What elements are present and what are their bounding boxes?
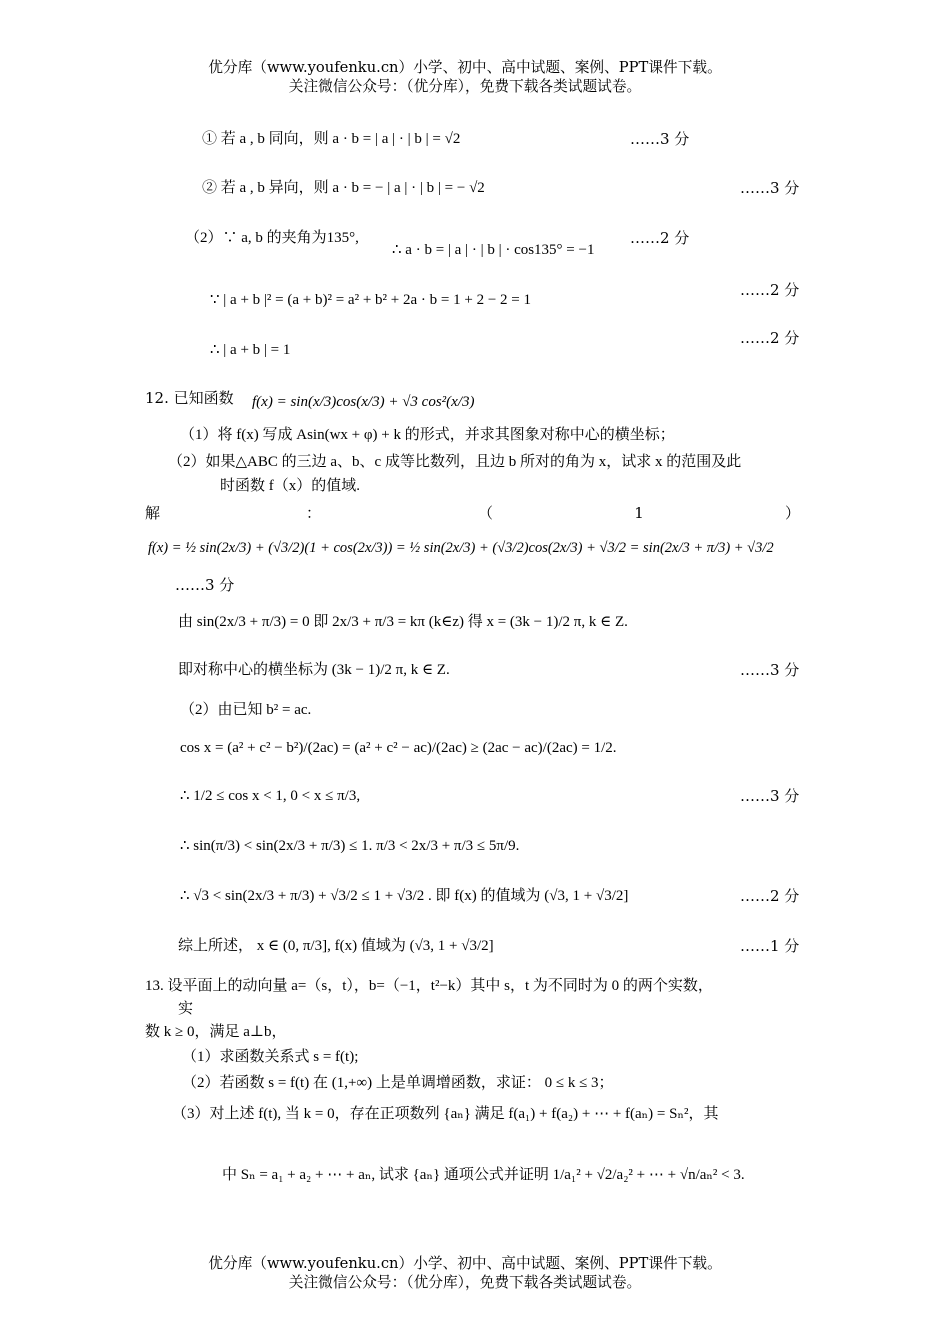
- q11-score-1: ……3 分: [630, 130, 690, 148]
- q12-part-1: （1）将 f(x) 写成 Asin(wx + φ) + k 的形式，并求其图象对称中心的横坐标；: [180, 427, 675, 443]
- q12-part-2-solution: （2）由已知 b² = ac.: [180, 702, 312, 718]
- q12-conclusion: 综上所述， x ∈ (0, π/3], f(x) 值域为 (√3, 1 + √3/2]: [178, 938, 494, 954]
- q11-score-3: ……2 分: [630, 229, 690, 247]
- q12-score-e: ……1 分: [740, 937, 800, 955]
- q11-line-2: ② 若 a , b 异向，则 a · b = − | a | · | b | = − √2: [202, 180, 485, 196]
- q11-line-5: ∴ | a + b | = 1: [210, 342, 291, 358]
- q13-part-3: （3）对上述 f(t), 当 k = 0，存在正项数列 {aₙ} 满足 f(a₁) + f(a₂) + ⋯ + f(aₙ) = Sₙ²，其: [172, 1106, 719, 1122]
- q12-range-1: ∴ 1/2 ≤ cos x < 1, 0 < x ≤ π/3,: [180, 788, 361, 804]
- q12-score-d: ……2 分: [740, 887, 800, 905]
- q12-score-a: ……3 分: [175, 576, 235, 594]
- q11-line-1: ① 若 a , b 同向，则 a · b = | a | · | b | = √2: [202, 131, 461, 147]
- q12-symmetry-2: 即对称中心的横坐标为 (3k − 1)/2 π, k ∈ Z.: [178, 662, 450, 678]
- q12-symmetry: 由 sin(2x/3 + π/3) = 0 即 2x/3 + π/3 = kπ (k∈z) 得 x = (3k − 1)/2 π, k ∈ Z.: [178, 614, 628, 630]
- q12-solution-colon: ：: [306, 504, 322, 522]
- footer-line-2: 关注微信公众号：（优分库），免费下载各类试题试卷。: [288, 1273, 642, 1291]
- q12-range-2: ∴ sin(π/3) < sin(2x/3 + π/3) ≤ 1. π/3 < 2x/3 + π/3 ≤ 5π/9.: [180, 838, 520, 854]
- q12-title-formula: f(x) = sin(x/3)cos(x/3) + √3 cos²(x/3): [252, 394, 475, 410]
- q11-score-2: ……3 分: [740, 179, 800, 197]
- q12-f-expansion: f(x) = ½ sin(2x/3) + (√3/2)(1 + cos(2x/3)) = ½ sin(2x/3) + (√3/2)cos(2x/3) + √3/2 = sin(2x/3 + π/3) + √3/2: [148, 540, 774, 556]
- q13-line-1b: 实: [178, 999, 194, 1017]
- q13-part-1: （1）求函数关系式 s = f(t);: [182, 1049, 359, 1065]
- q11-line-3b: ∴ a · b = | a | · | b | · cos135° = −1: [392, 242, 595, 258]
- q12-score-c: ……3 分: [740, 787, 800, 805]
- q13-part-2: （2）若函数 s = f(t) 在 (1,+∞) 上是单调增函数，求证： 0 ≤ k ≤ 3；: [182, 1075, 614, 1091]
- q12-title-prefix: 12. 已知函数: [145, 389, 234, 407]
- q13-line-2: 数 k ≥ 0，满足 a⊥b，: [145, 1024, 287, 1040]
- q13-part-3b: 中 Sₙ = a₁ + a₂ + ⋯ + aₙ, 试求 {aₙ} 通项公式并证明 1/a₁² + √2/a₂² + ⋯ + √n/aₙ² < 3.: [222, 1167, 745, 1183]
- q12-part-2a: （2）如果△ABC 的三边 a、b、c 成等比数列，且边 b 所对的角为 x，试求 x 的范围及此: [168, 454, 742, 470]
- header-line-1: 优分库（www.youfenku.cn）小学、初中、高中试题、案例、PPT课件下载。: [208, 58, 722, 76]
- q11-line-4: ∵ | a + b |² = (a + b)² = a² + b² + 2a · b = 1 + 2 − 2 = 1: [210, 292, 531, 308]
- q11-score-5: ……2 分: [740, 329, 800, 347]
- q11-line-3a: （2）∵ a, b 的夹角为135°,: [185, 230, 359, 246]
- q12-part-2b: 时函数 f（x）的值域.: [220, 478, 360, 494]
- q13-line-1: 13. 设平面上的动向量 a=（s，t），b=（−1，t²−k）其中 s，t 为不同时为 0 的两个实数，: [145, 978, 713, 994]
- q11-score-4: ……2 分: [740, 281, 800, 299]
- q12-solution-paren: （ 1 ）: [478, 504, 800, 522]
- q12-solution-label: 解: [145, 504, 161, 522]
- q12-cos-line: cos x = (a² + c² − b²)/(2ac) = (a² + c² − ac)/(2ac) ≥ (2ac − ac)/(2ac) = 1/2.: [180, 740, 617, 756]
- q12-range-3: ∴ √3 < sin(2x/3 + π/3) + √3/2 ≤ 1 + √3/2 . 即 f(x) 的值域为 (√3, 1 + √3/2]: [180, 888, 629, 904]
- q12-score-b: ……3 分: [740, 661, 800, 679]
- footer-line-1: 优分库（www.youfenku.cn）小学、初中、高中试题、案例、PPT课件下载。: [208, 1254, 722, 1272]
- header-line-2: 关注微信公众号：（优分库），免费下载各类试题试卷。: [288, 77, 642, 95]
